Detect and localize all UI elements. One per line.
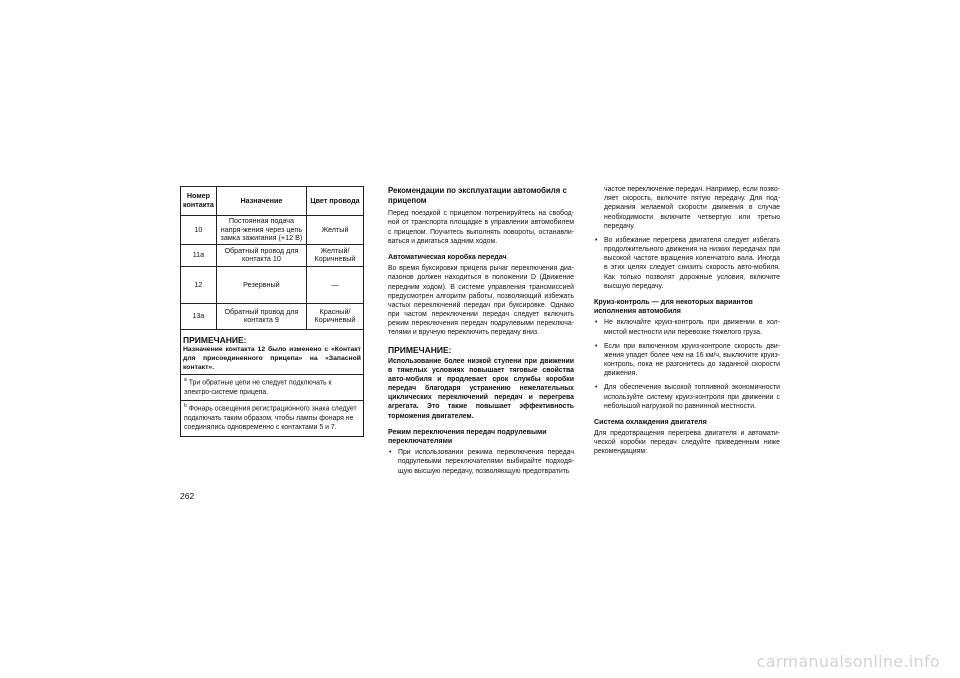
wire-color: — — [307, 266, 364, 303]
wire-color: Желтый — [307, 216, 364, 245]
note-title: ПРИМЕЧАНИЕ: — [183, 334, 247, 345]
page-number: 262 — [180, 491, 195, 501]
contact-number: 10 — [181, 216, 217, 245]
list-item: • Для обеспечения высокой топливной экономичности используйте систему круиз-контроля при движении с небольшой нагрузкой по равнинной местности. — [594, 383, 780, 411]
footnote-mark: a — [184, 377, 187, 384]
contact-number: 12 — [181, 266, 217, 303]
table-row — [181, 216, 364, 245]
paddle-list — [388, 448, 574, 476]
header-purpose: Назначение — [216, 187, 306, 216]
list-item: • Не включайте круиз-контроль при движении в хол-мистой местности или перевозке тяжелого груза. — [594, 318, 780, 336]
footnote-a — [181, 374, 363, 400]
contact-purpose: Резервный — [216, 266, 306, 303]
wire-color: Красный/ Коричневый — [307, 303, 364, 329]
note-text: Назначение контакта 12 было изменено с «Контакт для присоединенного прицепа» на «Запасной контакт». — [183, 345, 361, 372]
footnote-text: Фонарь освещения регистрационного знака следует подключать таким образом, чтобы лампы фонаря не соединялись одновременно с контактами 5 и 7. — [184, 405, 357, 432]
table-row — [181, 266, 364, 303]
paddle-heading: Режим переключения передач подрулевыми переключателями — [388, 427, 547, 445]
contact-purpose: Обратный провод для контакта 10 — [216, 244, 306, 266]
list-item: • Во избежание перегрева двигателя следует избегать продолжительного движения на низких передачах при высокой частоте вращения коленчатого вала. Иногда в этих целях следует снизить скорость авто-мобиля. Как только позволят дорожные условия, включите высшую передачу. — [594, 236, 780, 291]
intro-paragraph: Перед поездкой с прицепом потренируйтесь на свобод-ной от транспорта площадке в управлении автомобилем с прицепом. Поучитесь выполнять повороты, останавли-ваться и двигаться задним ходом. — [388, 210, 574, 245]
cooling-heading: Система охлаждения двигателя — [594, 417, 707, 426]
contact-purpose: Обратный провод для контакта 9 — [216, 303, 306, 329]
contact-number: 11a — [181, 244, 217, 266]
right-column — [594, 186, 780, 457]
header-wire-color: Цвет провода — [307, 187, 364, 216]
contact-purpose: Постоянная подача напря-жения через цепь замка зажигания (+12 В) — [216, 216, 306, 245]
gearbox-heading: Автоматическая коробка передач — [388, 252, 507, 261]
footnote-b — [181, 400, 363, 435]
wire-color: Желтый/ Коричневый — [307, 244, 364, 266]
header-contact-number: Номер контакта — [181, 187, 217, 216]
footnote-mark: b — [184, 403, 187, 410]
contact-number: 13a — [181, 303, 217, 329]
gearbox-paragraph: Во время буксировки прицепа рычаг переключения диа-пазонов должен находиться в положении D (Движение передним ходом). В системе управления трансмиссией предусмотрен алгоритм работы, позволяющий избежать частых переключений передач при буксировке. Однако при частом переключении передач следует включить режим переключения передач подрулевыми переключа-телями и вручную переключить передачу вниз. — [388, 265, 574, 337]
cruise-list — [594, 318, 780, 411]
overheat-list — [594, 236, 780, 291]
note-title: ПРИМЕЧАНИЕ: — [388, 344, 452, 355]
connector-table — [180, 186, 364, 330]
cooling-paragraph: Для предотвращения перегрева двигателя и автомати-ческой коробки передач следуйте приведенным ниже рекомендациям: — [594, 430, 780, 456]
table-row — [181, 244, 364, 266]
cruise-heading: Круиз-контроль — для некоторых вариантов исполнения автомобиля — [594, 297, 753, 316]
table-header-row — [181, 187, 364, 216]
list-item: • Если при включенном круиз-контроле скорость дви-жения упадет более чем на 16 км/ч, выключите круиз-контроль, пока не разгонитесь до заданной скорости движения. — [594, 342, 780, 379]
note-text: Использование более низкой ступени при движении в тяжелых условиях повышает тяговые свойства авто-мобиля и продлевает срок службы коробки передач благодаря устранению нежелательных циклических переключений передач и перегрева агрегата. Это также повышает эффективность торможения двигателем. — [388, 357, 574, 420]
middle-column — [388, 186, 574, 481]
table-row — [181, 303, 364, 329]
watermark: carmanualsonline.info — [756, 652, 940, 671]
list-item: • При использовании режима переключения передач подрулевыми переключателями выбирайте подходя-щую высшую передачу, позволяющую предотвратить — [388, 448, 574, 476]
table-note-box — [180, 330, 364, 437]
footnote-text: Три обратные цепи не следует подключать к электро-системе прицепа. — [184, 379, 332, 397]
continuation-text: частое переключение передач. Например, если позво-ляет скорость, включите пятую передачу. Для под-держания желаемой скорости движения в случае необходимости включите четвертую или третью передачу. — [604, 186, 780, 230]
section-title: Рекомендации по эксплуатации автомобиля с прицепом — [388, 186, 567, 206]
left-column — [180, 186, 364, 437]
